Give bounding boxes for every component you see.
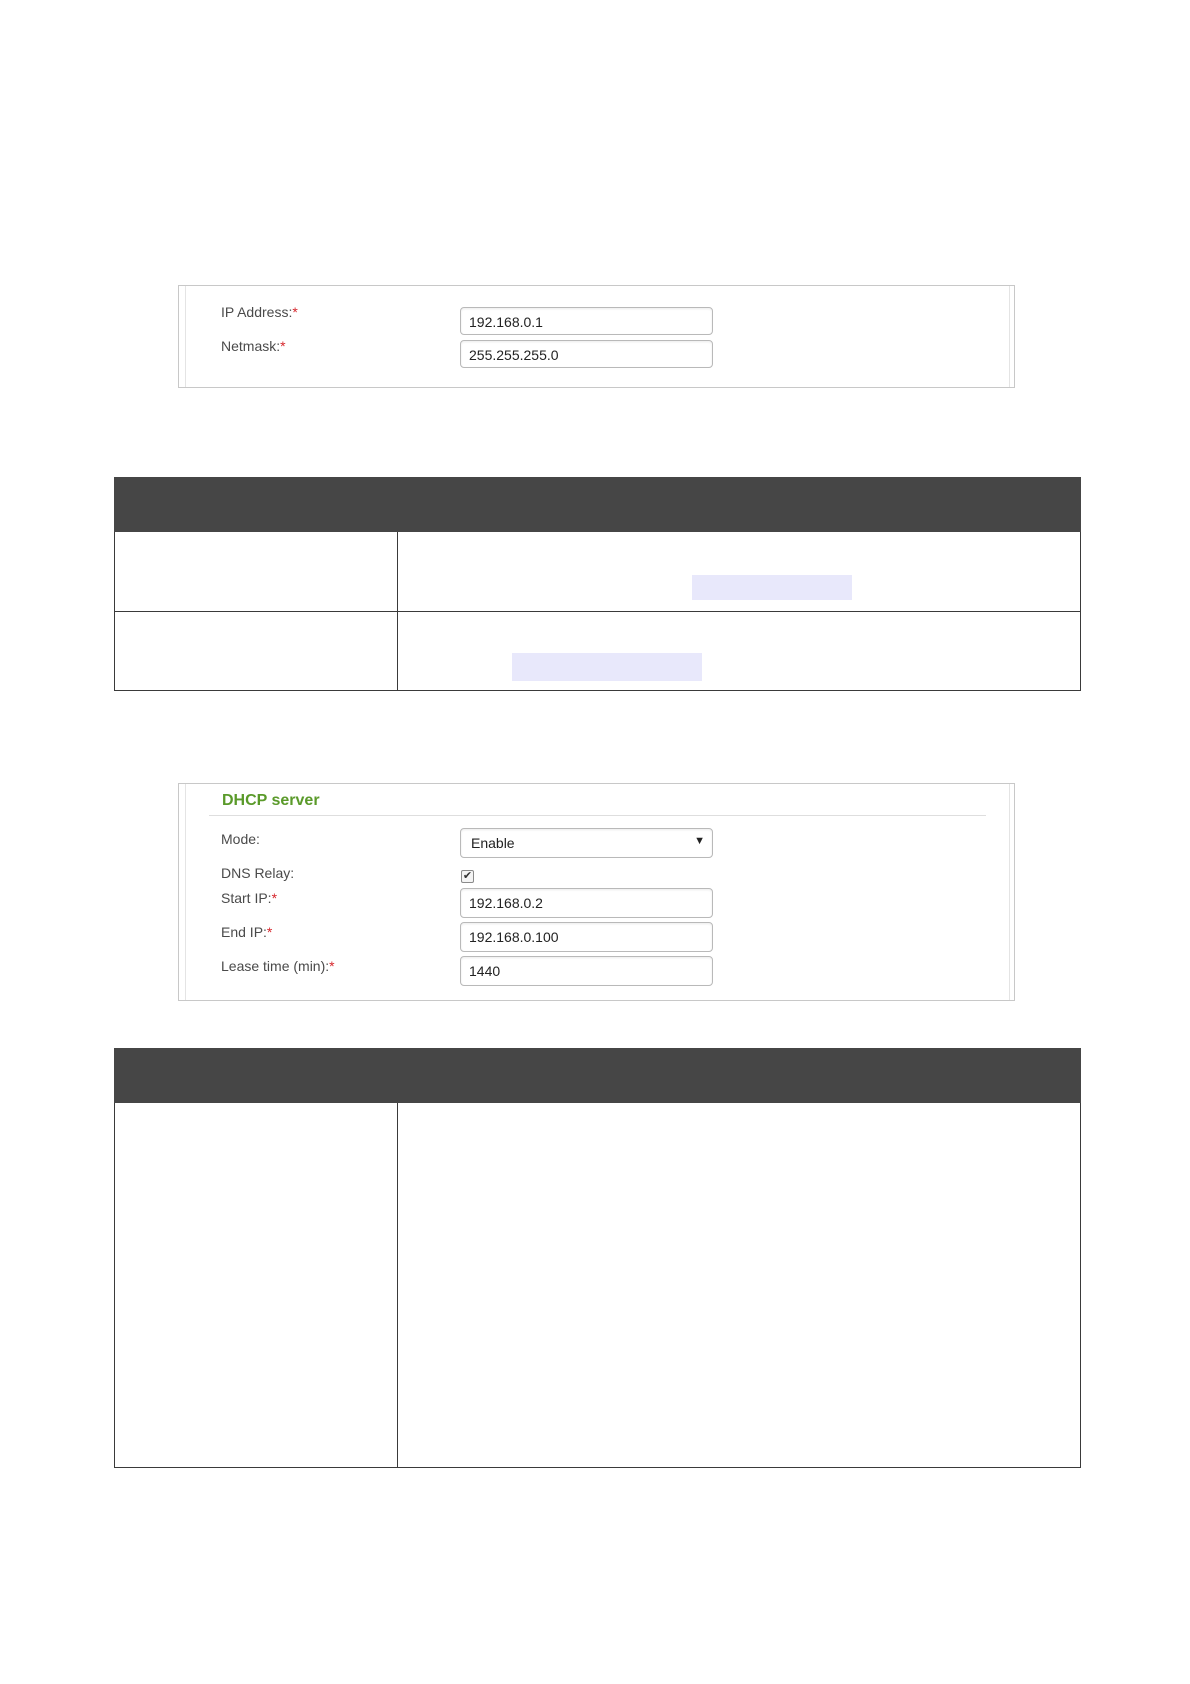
required-mark: * bbox=[266, 924, 273, 940]
table-row bbox=[115, 612, 1081, 691]
mode-selected-value: Enable bbox=[471, 835, 515, 851]
required-mark: * bbox=[271, 890, 278, 906]
highlight-mark bbox=[692, 575, 852, 600]
end-ip-label: End IP:* bbox=[221, 924, 273, 940]
required-mark: * bbox=[329, 958, 335, 974]
table-header bbox=[115, 1049, 1081, 1103]
mode-label: Mode: bbox=[221, 831, 260, 847]
caret-down-icon: ▼ bbox=[694, 835, 705, 847]
required-mark: * bbox=[280, 338, 286, 354]
section-title: DHCP server bbox=[222, 792, 320, 809]
end-ip-input[interactable]: 192.168.0.100 bbox=[460, 922, 713, 952]
netmask-label: Netmask:* bbox=[221, 338, 286, 354]
ip-settings-panel bbox=[178, 285, 1015, 388]
table-header-row bbox=[115, 478, 1081, 532]
start-ip-label: Start IP:* bbox=[221, 890, 278, 906]
table-cell-parameter bbox=[115, 1103, 398, 1468]
table-cell-description bbox=[398, 1103, 1081, 1468]
table-header bbox=[115, 478, 1081, 532]
dns-relay-checkbox[interactable] bbox=[461, 870, 474, 883]
mode-select[interactable] bbox=[460, 828, 713, 858]
netmask-input[interactable]: 255.255.255.0 bbox=[460, 340, 713, 368]
start-ip-input[interactable]: 192.168.0.2 bbox=[460, 888, 713, 918]
lease-time-label: Lease time (min):* bbox=[221, 958, 335, 974]
checkbox-checked-icon: ✔ bbox=[462, 870, 473, 882]
table-row bbox=[115, 1103, 1081, 1468]
ip-address-input[interactable]: 192.168.0.1 bbox=[460, 307, 713, 335]
highlight-mark bbox=[512, 653, 702, 681]
required-mark: * bbox=[292, 304, 298, 320]
dhcp-server-panel bbox=[178, 783, 1015, 1001]
lease-time-input[interactable]: 1440 bbox=[460, 956, 713, 986]
divider bbox=[209, 815, 986, 816]
table-cell-description bbox=[398, 532, 1081, 612]
table-row bbox=[115, 532, 1081, 612]
table-cell-parameter bbox=[115, 532, 398, 612]
dns-relay-label: DNS Relay: bbox=[221, 865, 295, 881]
table-header-row bbox=[115, 1049, 1081, 1103]
ip-address-label: IP Address:* bbox=[221, 304, 298, 320]
table-cell-description bbox=[398, 612, 1081, 691]
table-cell-parameter bbox=[115, 612, 398, 691]
parameters-table-1 bbox=[114, 477, 1081, 691]
parameters-table-2 bbox=[114, 1048, 1081, 1468]
